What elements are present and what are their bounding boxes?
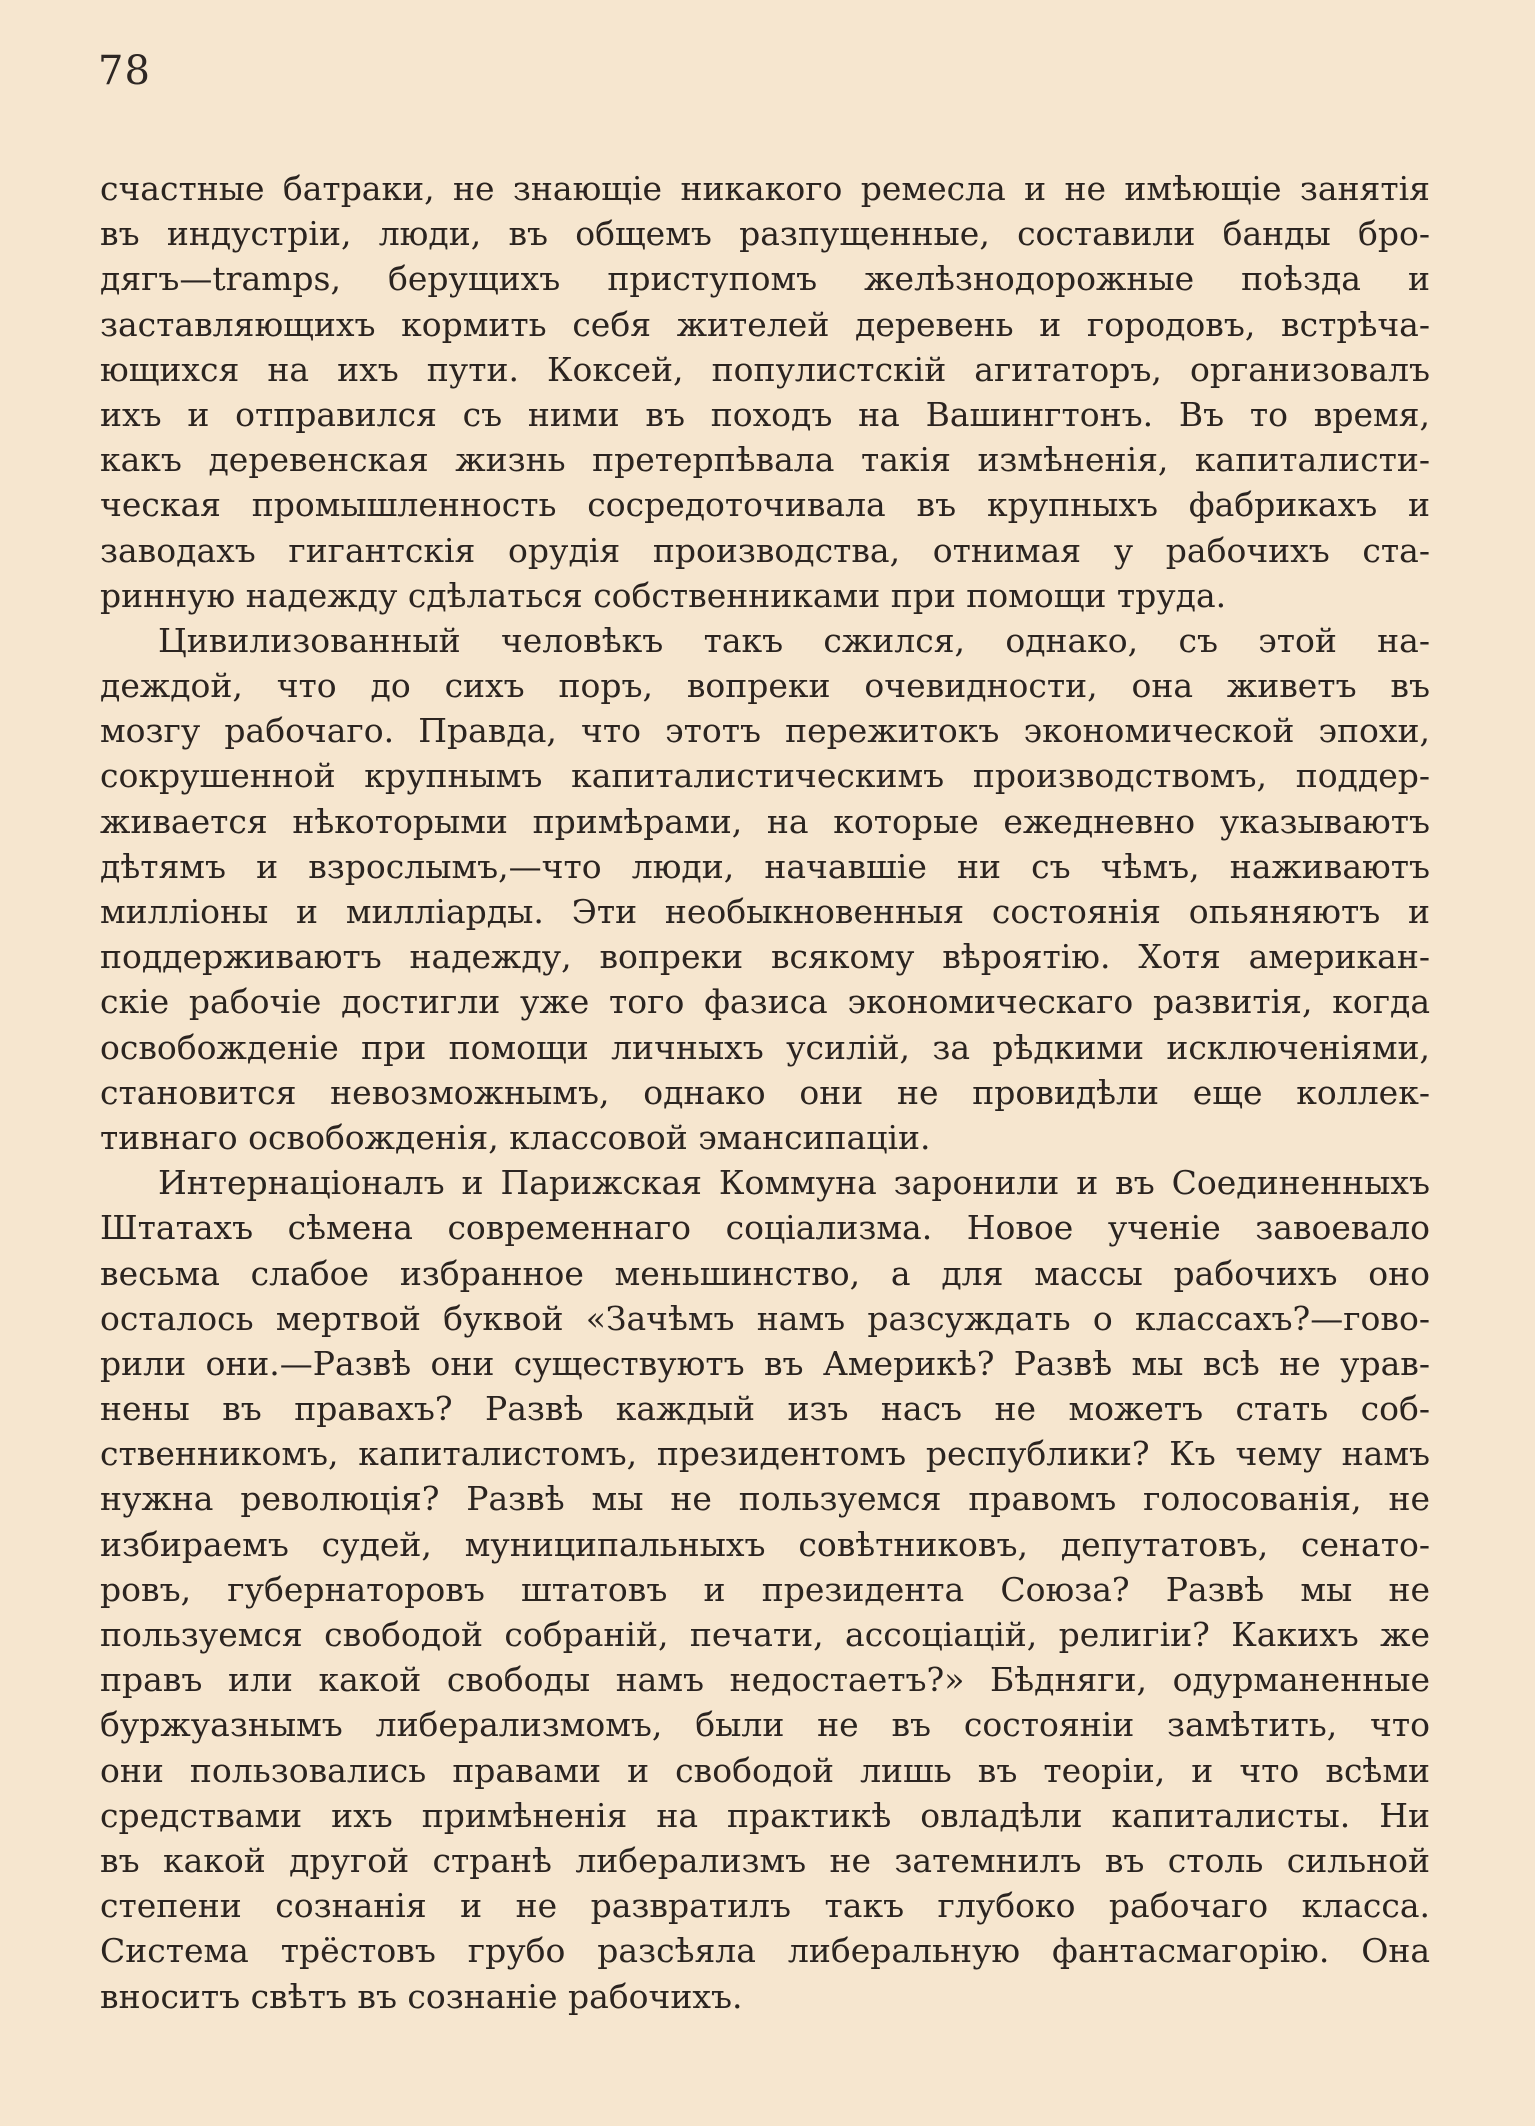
page-number: 78	[98, 48, 151, 94]
text-line: ринную надежду сдѣлаться собственниками при помощи труда.	[100, 575, 1227, 615]
text-line: сокрушенной крупнымъ капиталистическимъ производствомъ, поддер-	[100, 756, 1430, 796]
text-line: мозгу рабочаго. Правда, что этотъ пережитокъ экономической эпохи,	[100, 711, 1430, 751]
text-line: рили они.—Развѣ они существуютъ въ Америкѣ? Развѣ мы всѣ не урав-	[100, 1343, 1430, 1383]
text-line: скіе рабочіе достигли уже того фазиса экономическаго развитія, когда	[100, 982, 1430, 1022]
text-line: осталось мертвой буквой «Зачѣмъ намъ разсуждать о классахъ?—гово-	[100, 1298, 1430, 1338]
body-text	[100, 166, 1430, 2019]
text-line: Система трёстовъ грубо разсѣяла либеральную фантасмагорію. Она	[100, 1931, 1430, 1971]
text-line: поддерживаютъ надежду, вопреки всякому вѣроятію. Хотя американ-	[100, 937, 1430, 977]
text-line: степени сознанія и не развратилъ такъ глубоко рабочаго класса.	[100, 1886, 1430, 1926]
text-line: какъ деревенская жизнь претерпѣвала такія измѣненія, капиталисти-	[100, 440, 1430, 480]
text-line: милліоны и милліарды. Эти необыкновенныя состоянія опьяняютъ и	[100, 892, 1430, 931]
text-line: избираемъ судей, муниципальныхъ совѣтниковъ, депутатовъ, сенато-	[100, 1524, 1430, 1564]
text-line: средствами ихъ примѣненія на практикѣ овладѣли капиталисты. Ни	[100, 1795, 1430, 1835]
text-line: заводахъ гигантскія орудія производства, отнимая у рабочихъ ста-	[100, 530, 1430, 570]
text-line: освобожденіе при помощи личныхъ усилій, за рѣдкими исключеніями,	[100, 1027, 1430, 1067]
text-line: Цивилизованный человѣкъ такъ сжился, однако, съ этой на-	[158, 620, 1430, 660]
text-line: они пользовались правами и свободой лишь въ теоріи, и что всѣми	[100, 1750, 1430, 1790]
text-line: пользуемся свободой собраній, печати, ассоціацій, религіи? Какихъ же	[100, 1615, 1430, 1654]
text-line: заставляющихъ кормить себя жителей деревень и городовъ, встрѣча-	[100, 304, 1430, 344]
text-line: ихъ и отправился съ ними въ походъ на Вашингтонъ. Въ то время,	[100, 394, 1430, 434]
text-line: тивнаго освобожденія, классовой эмансипаціи.	[100, 1117, 931, 1157]
text-line: дѣтямъ и взрослымъ,—что люди, начавшіе ни съ чѣмъ, наживаютъ	[100, 846, 1430, 886]
text-line: правъ или какой свободы намъ недостаетъ?» Бѣдняги, одурманенные	[100, 1660, 1430, 1700]
text-line: весьма слабое избранное меньшинство, а для массы рабочихъ оно	[100, 1253, 1430, 1293]
text-line: ровъ, губернаторовъ штатовъ и президента Союза? Развѣ мы не	[100, 1569, 1430, 1609]
text-line: въ индустріи, люди, въ общемъ разпущенные, составили банды бро-	[100, 214, 1430, 254]
text-line: становится невозможнымъ, однако они не провидѣли еще коллек-	[100, 1072, 1430, 1112]
text-line: ственникомъ, капиталистомъ, президентомъ республики? Къ чему намъ	[100, 1434, 1430, 1474]
text-line: ческая промышленность сосредоточивала въ крупныхъ фабрикахъ и	[100, 485, 1430, 525]
text-line: буржуазнымъ либерализмомъ, были не въ состояніи замѣтить, что	[100, 1705, 1430, 1745]
text-line: ющихся на ихъ пути. Коксей, популистскій агитаторъ, организовалъ	[100, 349, 1430, 389]
text-line: Штатахъ сѣмена современнаго соціализма. Новое ученіе завоевало	[100, 1208, 1430, 1248]
text-line: нужна революція? Развѣ мы не пользуемся правомъ голосованія, не	[100, 1479, 1430, 1519]
text-line: нены въ правахъ? Развѣ каждый изъ насъ не можетъ стать соб-	[100, 1389, 1430, 1429]
text-line: деждой, что до сихъ поръ, вопреки очевидности, она живетъ въ	[100, 666, 1430, 706]
text-line: дягъ—tramps, берущихъ приступомъ желѣзнодорожные поѣзда и	[100, 259, 1430, 299]
text-line: Интернаціоналъ и Парижская Коммуна заронили и въ Соединенныхъ	[158, 1163, 1430, 1203]
text-line: счастные батраки, не знающіе никакого ремесла и не имѣющіе занятія	[100, 169, 1430, 208]
text-line: живается нѣкоторыми примѣрами, на которые ежедневно указываютъ	[100, 801, 1430, 841]
text-line: вноситъ свѣтъ въ сознаніе рабочихъ.	[100, 1976, 743, 2016]
text-line: въ какой другой странѣ либерализмъ не затемнилъ въ столь сильной	[100, 1840, 1430, 1880]
